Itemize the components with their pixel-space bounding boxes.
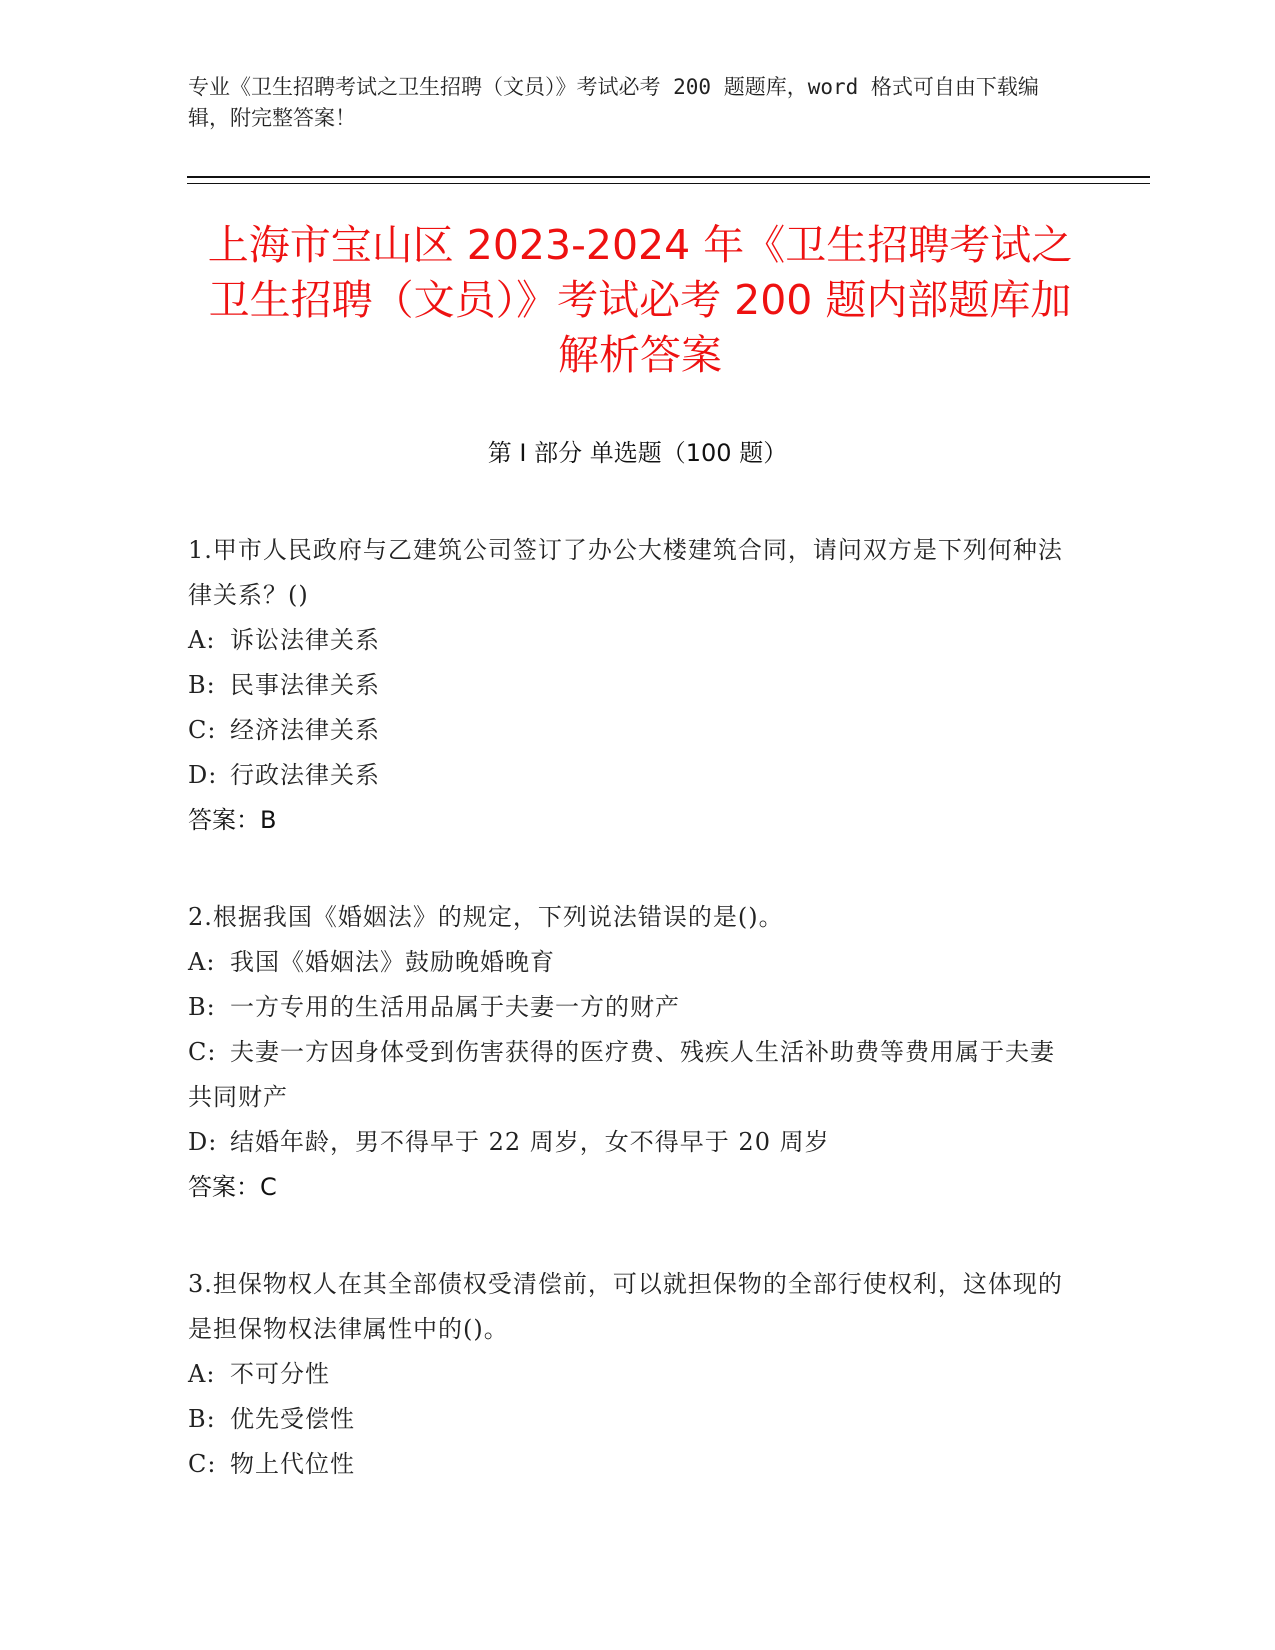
answer-label: 答案： bbox=[188, 806, 260, 834]
question-stem: 1.甲市人民政府与乙建筑公司签订了办公大楼建筑合同，请问双方是下列何种法律关系？() bbox=[188, 536, 1063, 609]
option-text: 优先受偿性 bbox=[230, 1405, 355, 1433]
option-text: 民事法律关系 bbox=[230, 671, 380, 699]
option-text: 结婚年龄，男不得早于 22 周岁，女不得早于 20 周岁 bbox=[230, 1128, 830, 1156]
option-b bbox=[188, 663, 1073, 708]
section-heading: 第 I 部分 单选题（100 题） bbox=[487, 439, 788, 467]
option-b bbox=[188, 985, 1073, 1030]
option-d bbox=[188, 1120, 1073, 1165]
answer-line bbox=[188, 798, 1073, 843]
option-letter: B: bbox=[188, 993, 216, 1021]
option-text: 经济法律关系 bbox=[230, 716, 380, 744]
option-letter: B: bbox=[188, 1405, 216, 1433]
question-3 bbox=[188, 1262, 1073, 1487]
question-1 bbox=[188, 528, 1073, 843]
option-text: 夫妻一方因身体受到伤害获得的医疗费、残疾人生活补助费等费用属于夫妻共同财产 bbox=[188, 1038, 1055, 1111]
question-stem: 2.根据我国《婚姻法》的规定，下列说法错误的是()。 bbox=[188, 903, 784, 931]
option-letter: C: bbox=[188, 716, 217, 744]
header-note: 专业《卫生招聘考试之卫生招聘（文员）》考试必考 200 题题库，word 格式可自由下载编辑，附完整答案！ bbox=[188, 75, 1039, 130]
option-a bbox=[188, 618, 1073, 663]
answer-value: B bbox=[260, 806, 277, 834]
question-list bbox=[188, 528, 1073, 1539]
option-letter: A: bbox=[188, 1360, 216, 1388]
option-text: 一方专用的生活用品属于夫妻一方的财产 bbox=[230, 993, 680, 1021]
option-letter: C: bbox=[188, 1038, 217, 1066]
answer-label: 答案： bbox=[188, 1173, 260, 1201]
option-letter: D: bbox=[188, 1128, 218, 1156]
header-divider-thin bbox=[187, 183, 1150, 184]
answer-line bbox=[188, 1165, 1073, 1210]
option-letter: C: bbox=[188, 1450, 217, 1478]
answer-value: C bbox=[260, 1173, 277, 1201]
option-letter: D: bbox=[188, 761, 218, 789]
question-2 bbox=[188, 895, 1073, 1210]
option-a bbox=[188, 1352, 1073, 1397]
option-a bbox=[188, 940, 1073, 985]
option-c bbox=[188, 708, 1073, 753]
option-letter: A: bbox=[188, 948, 216, 976]
question-stem: 3.担保物权人在其全部债权受清偿前，可以就担保物的全部行使权利，这体现的是担保物权法律属性中的()。 bbox=[188, 1270, 1063, 1343]
option-text: 不可分性 bbox=[230, 1360, 330, 1388]
option-b bbox=[188, 1397, 1073, 1442]
option-letter: B: bbox=[188, 671, 216, 699]
header-divider-thick bbox=[187, 176, 1150, 178]
option-text: 行政法律关系 bbox=[230, 761, 380, 789]
option-text: 物上代位性 bbox=[230, 1450, 355, 1478]
option-letter: A: bbox=[188, 626, 216, 654]
option-c bbox=[188, 1030, 1073, 1120]
option-text: 我国《婚姻法》鼓励晚婚晚育 bbox=[230, 948, 555, 976]
option-text: 诉讼法律关系 bbox=[230, 626, 380, 654]
document-title: 上海市宝山区 2023-2024 年《卫生招聘考试之卫生招聘（文员）》考试必考 200 题内部题库加解析答案 bbox=[207, 221, 1073, 379]
option-d bbox=[188, 753, 1073, 798]
option-c bbox=[188, 1442, 1073, 1487]
